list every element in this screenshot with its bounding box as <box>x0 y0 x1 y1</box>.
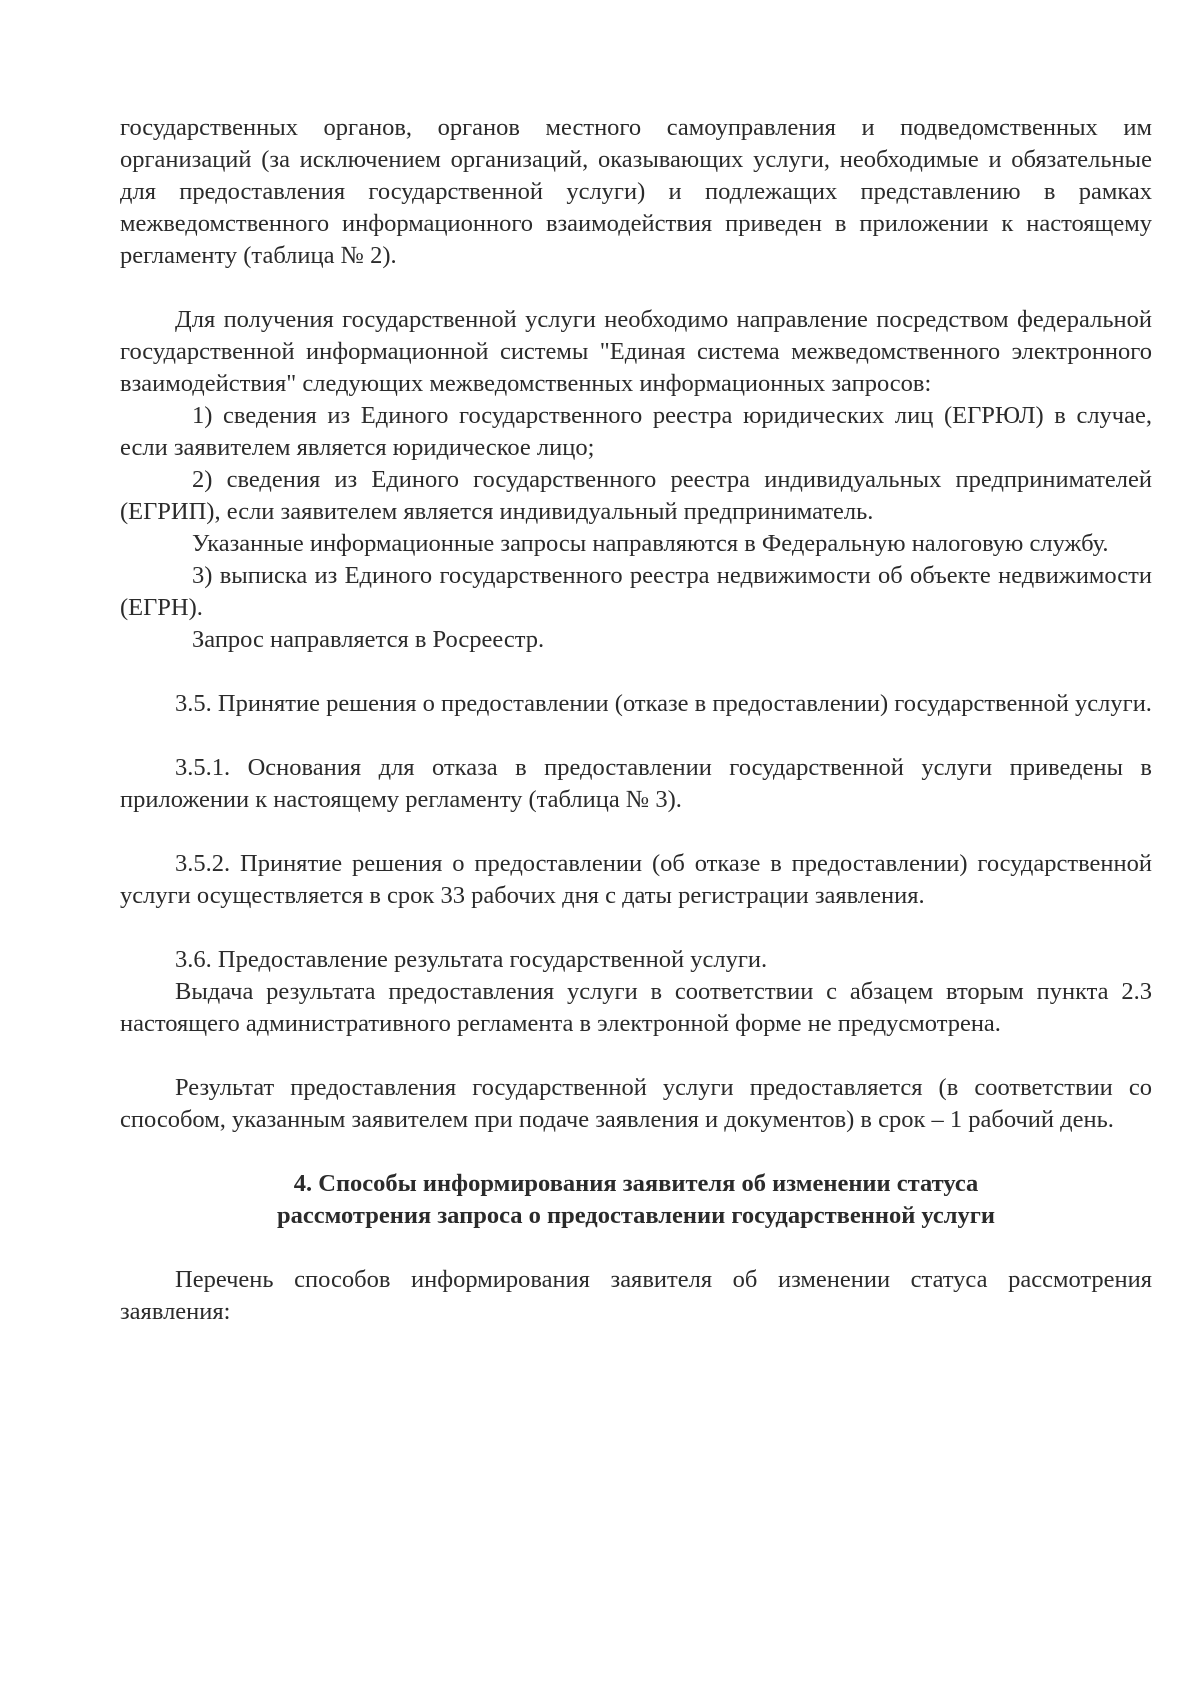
paragraph-electronic-result: Выдача результата предоставления услуги в соответствии с абзацем вторым пункта 2.3 настоящего административного регламента в электронной форме не предусмотрена. <box>120 978 1152 1037</box>
section-3-6: 3.6. Предоставление результата государственной услуги. <box>175 946 768 973</box>
section-3-5: 3.5. Принятие решения о предоставлении (отказе в предоставлении) государственной услуги. <box>175 690 1152 717</box>
list-item-egrul: 1) сведения из Единого государственного реестра юридических лиц (ЕГРЮЛ) в случае, если заявителем является юридическое лицо; <box>120 402 1152 461</box>
section-4-heading-line1: 4. Способы информирования заявителя об изменении статуса <box>293 1170 979 1197</box>
document-page <box>120 112 1152 1328</box>
list-item-egrip: 2) сведения из Единого государственного реестра индивидуальных предпринимателей (ЕГРИП), если заявителем является индивидуальный предприниматель. <box>120 466 1152 525</box>
section-3-5-2: 3.5.2. Принятие решения о предоставлении (об отказе в предоставлении) государственной услуги осуществляется в срок 33 рабочих дня с даты регистрации заявления. <box>120 850 1152 909</box>
paragraph-interagency-documents: государственных органов, органов местного самоуправления и подведомственных им организаций (за исключением организаций, оказывающих услуги, необходимые и обязательные для предоставления государственной услуги) и подлежащих представлению в рамках межведомственного информационного взаимодействия приведен в приложении к настоящему регламенту (таблица № 2). <box>120 114 1152 269</box>
paragraph-result-term: Результат предоставления государственной услуги предоставляется (в соответствии со способом, указанным заявителем при подаче заявления и документов) в срок – 1 рабочий день. <box>120 1074 1152 1133</box>
section-4-heading-line2: рассмотрения запроса о предоставлении государственной услуги <box>276 1202 996 1229</box>
paragraph-tax-service: Указанные информационные запросы направляются в Федеральную налоговую службу. <box>192 530 1109 557</box>
paragraph-interagency-requests: Для получения государственной услуги необходимо направление посредством федеральной государственной информационной системы "Единая система межведомственного электронного взаимодействия" следующих межведомственных информационных запросов: <box>120 306 1152 397</box>
paragraph-rosreestr: Запрос направляется в Росреестр. <box>192 626 545 653</box>
section-3-5-1: 3.5.1. Основания для отказа в предоставлении государственной услуги приведены в приложении к настоящему регламенту (таблица № 3). <box>120 754 1152 813</box>
list-item-egrn: 3) выписка из Единого государственного реестра недвижимости об объекте недвижимости (ЕГРН). <box>120 562 1152 621</box>
paragraph-notification-methods: Перечень способов информирования заявителя об изменении статуса рассмотрения заявления: <box>120 1266 1152 1325</box>
section-4-heading <box>120 1168 1152 1232</box>
